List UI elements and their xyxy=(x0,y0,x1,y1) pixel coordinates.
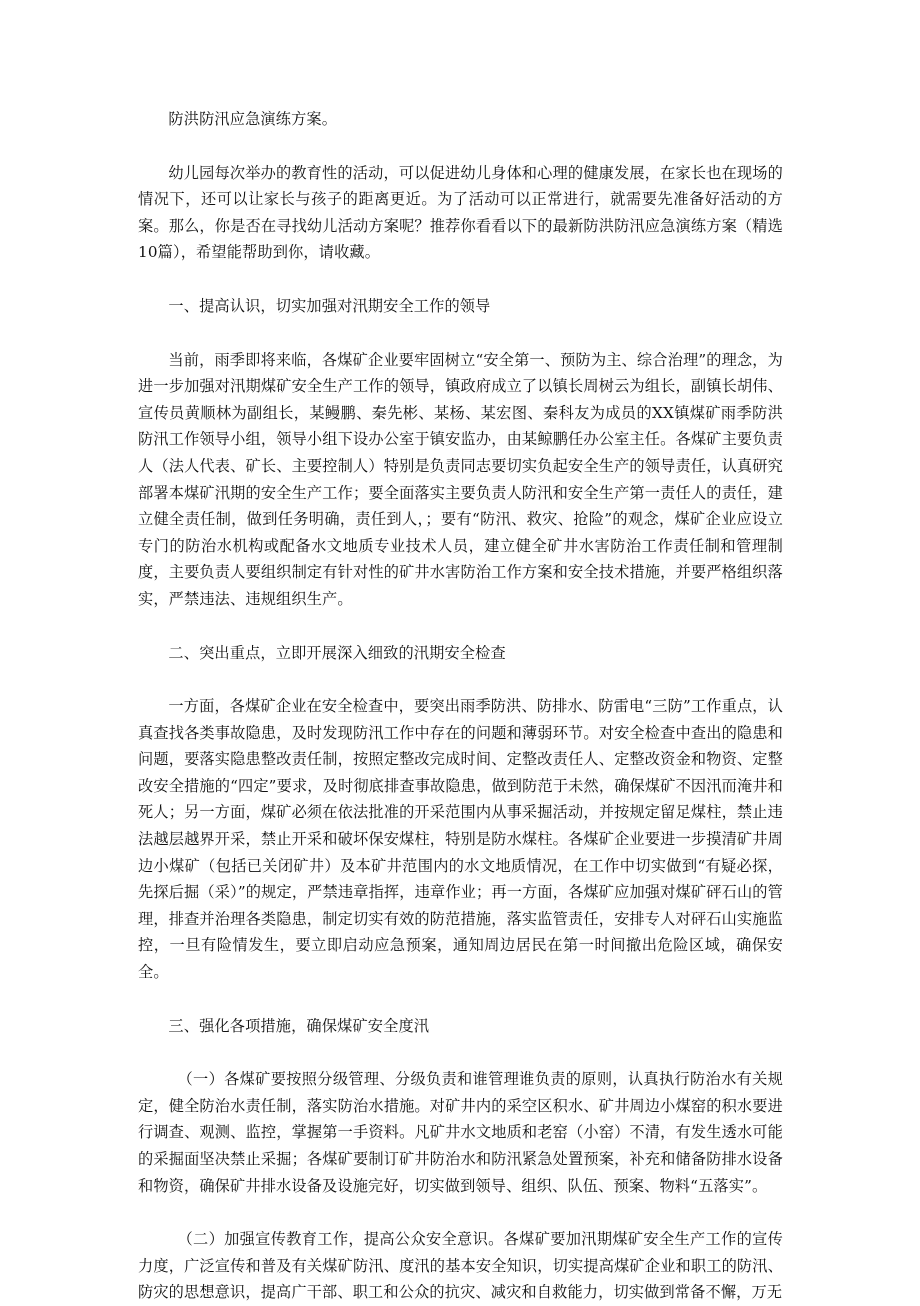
section-paragraph-2: 一方面，各煤矿企业在安全检查中，要突出雨季防洪、防排水、防雷电“三防”工作重点，认真查找各类事故隐患，及时发现防汛工作中存在的问题和薄弱环节。对安全检查中查出的隐患和问题，要落实隐患整改责任制，按照定整改完成时间、定整改责任人、定整改资金和物资、定整改安全措施的“四定”要求，及时彻底排查事故隐患，做到防范于未然，确保煤矿不因汛而淹井和死人；另一方面，煤矿必须在依法批准的开采范围内从事采掘活动，并按规定留足煤柱，禁止违法越层越界开采，禁止开采和破坏保安煤柱，特别是防水煤柱。各煤矿企业要进一步摸清矿井周边小煤矿（包括已关闭矿井）及本矿井范围内的水文地质情况，在工作中切实做到“有疑必探，先探后掘（采）”的规定，严禁违章指挥，违章作业；再一方面，各煤矿应加强对煤矿砰石山的管理，排查并治理各类隐患，制定切实有效的防范措施，落实监管责任，安排专人对砰石山实施监控，一旦有险情发生，要立即启动应急预案，通知周边居民在第一时间撤出危险区域，确保安全。 xyxy=(138,697,783,982)
document-title: 防洪防汛应急演练方案。 xyxy=(168,110,338,128)
section-heading-2: 二、突出重点，立即开展深入细致的汛期安全检查 xyxy=(168,643,506,662)
section-heading-1: 一、提高认识，切实加强对汛期安全工作的领导 xyxy=(168,296,491,315)
section-3-subparagraph-2: （二）加强宣传教育工作，提高公众安全意识。各煤矿要加汛期煤矿安全生产工作的宣传力度，广泛宣传和普及有关煤矿防汛、度汛的基本安全知识，切实提高煤矿企业和职工的防汛、防灾的思想意识，提高广干部、职工和公众的抗灾、减灾和自救能力，切实做到常备不懈，万无 xyxy=(138,1230,783,1302)
section-paragraph-1: 当前，雨季即将来临，各煤矿企业要牢固树立“安全第一、预防为主、综合治理”的理念，为进一步加强对汛期煤矿安全生产工作的领导，镇政府成立了以镇长周树云为组长，副镇长胡伟、宣传员黄顺林为副组长，某鳗鹏、秦先彬、某杨、某宏图、秦科友为成员的XX镇煤矿雨季防洪防汛工作领导小组，领导小组下设办公室于镇安监办，由某鲸鹏任办公室主任。各煤矿主要负责人（法人代表、矿长、主要控制人）特别是负责同志要切实负起安全生产的领导责任，认真研究部署本煤矿汛期的安全生产工作；要全面落实主要负责人防汛和安全生产第一责任人的责任，建立健全责任制，做到任务明确，责任到人，；要有“防汛、救灾、抢险”的观念，煤矿企业应设立专门的防治水机构或配备水文地质专业技术人员，建立健全矿井水害防治工作责任制和管理制度，主要负责人要组织制定有针对性的矿井水害防治工作方案和安全技术措施，并要严格组织落实，严禁违法、违规组织生产。 xyxy=(138,350,783,608)
document-body xyxy=(138,106,783,1306)
intro-paragraph: 幼儿园每次举办的教育性的活动，可以促进幼儿身体和心理的健康发展，在家长也在现场的情况下，还可以让家长与孩子的距离更近。为了活动可以正常进行，就需要先准备好活动的方案。那么，你是否在寻找幼儿活动方案呢？推荐你看看以下的最新防洪防汛应急演练方案（精选10篇），希望能帮助到你，请收藏。 xyxy=(138,163,783,262)
section-3-subparagraph-1: （一）各煤矿要按照分级管理、分级负责和谁管理谁负责的原则，认真执行防治水有关规定，健全防治水责任制，落实防治水措施。对矿井内的采空区积水、矿井周边小煤窑的积水要进行调查、观测、监控，掌握第一手资料。凡矿井水文地质和老窑（小窑）不清，有发生透水可能的采掘面坚决禁止采掘；各煤矿要制订矿井防治水和防汛紧急处置预案，补充和储备防排水设备和物资，确保矿井排水设备及设施完好，切实做到领导、组织、队伍、预案、物料“五落实”。 xyxy=(138,1070,783,1195)
section-heading-3: 三、强化各项措施，确保煤矿安全度汛 xyxy=(168,1016,430,1035)
